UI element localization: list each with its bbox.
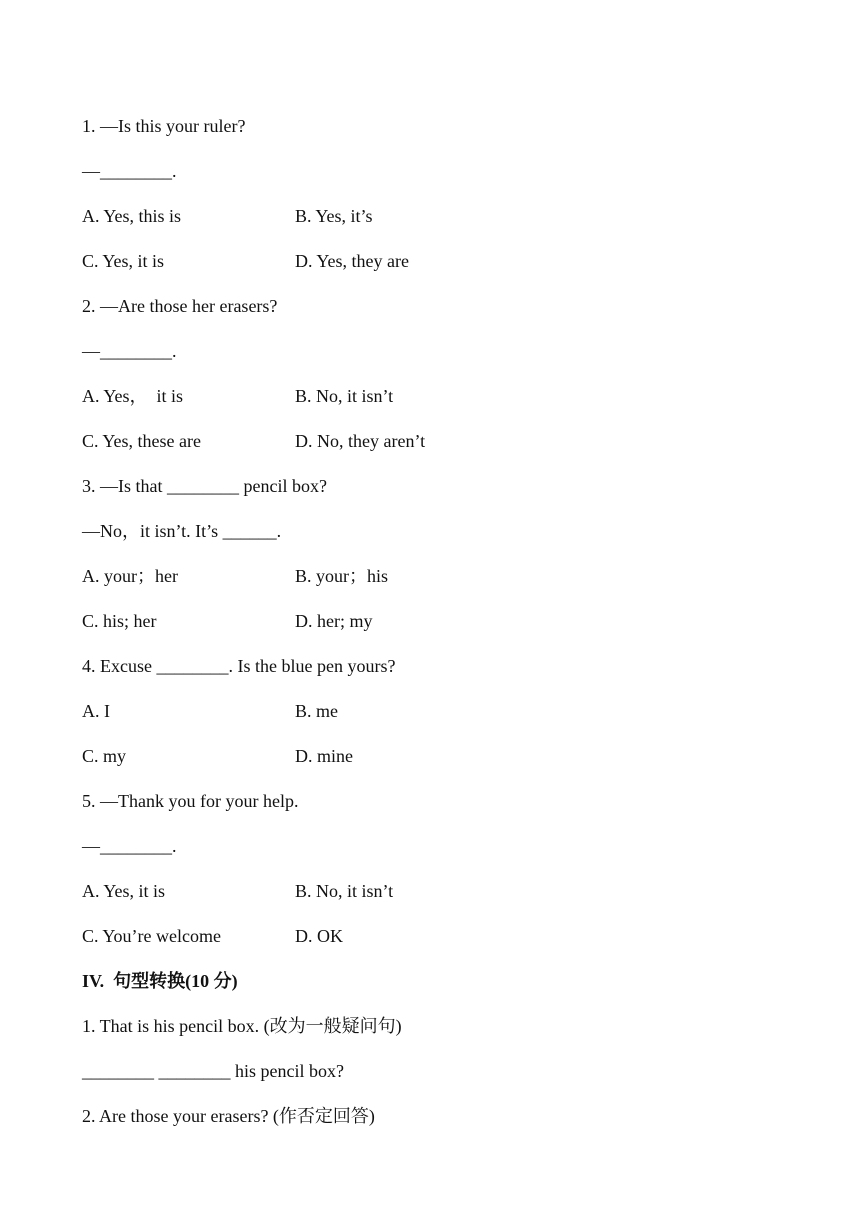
question-5-option-b: B. No, it isn’t [295, 881, 394, 901]
question-2-options-row-1 [82, 383, 782, 428]
question-2-option-c: C. Yes, these are [82, 431, 201, 451]
section-4-question-1: 1. That is his pencil box. (改为一般疑问句) [82, 1016, 402, 1036]
section-4-heading: IV. 句型转换(10 分) [82, 971, 238, 991]
question-1-answer-blank: —________. [82, 161, 177, 181]
question-3-stem: 3. —Is that ________ pencil box? [82, 476, 327, 496]
question-5-option-a: A. Yes, it is [82, 881, 166, 901]
question-3-option-c: C. his; her [82, 611, 157, 631]
question-2-options-row-2 [82, 428, 782, 473]
question-5-option-c: C. You’re welcome [82, 926, 221, 946]
question-3-option-d: D. her; my [295, 611, 373, 631]
question-4-option-c: C. my [82, 746, 127, 766]
question-4-options-row-2 [82, 743, 782, 788]
question-3-option-b: B. your；his [295, 566, 389, 586]
question-2-option-b: B. No, it isn’t [295, 386, 394, 406]
question-2-option-d: D. No, they aren’t [295, 431, 426, 451]
question-4-options-row-1 [82, 698, 782, 743]
question-1-stem: 1. —Is this your ruler? [82, 116, 246, 136]
question-3-answer-blank: —No，it isn’t. It’s ______. [82, 521, 282, 541]
question-5-options-row-1 [82, 878, 782, 923]
question-4-stem: 4. Excuse ________. Is the blue pen yours? [82, 656, 396, 676]
question-5-option-d: D. OK [295, 926, 343, 946]
question-2-stem: 2. —Are those her erasers? [82, 296, 278, 316]
question-4-option-b: B. me [295, 701, 338, 721]
question-3-option-a: A. your；her [82, 566, 178, 586]
worksheet-content [82, 113, 782, 1148]
question-5-stem: 5. —Thank you for your help. [82, 791, 299, 811]
question-3-options-row-2 [82, 608, 782, 653]
question-1-option-a: A. Yes, this is [82, 206, 182, 226]
section-4-question-2: 2. Are those your erasers? (作否定回答) [82, 1106, 375, 1126]
question-2-answer-blank: —________. [82, 341, 177, 361]
question-5-options-row-2 [82, 923, 782, 968]
question-2-option-a: A. Yes， it is [82, 386, 184, 406]
question-4-option-d: D. mine [295, 746, 353, 766]
question-5-answer-blank: —________. [82, 836, 177, 856]
question-1-option-c: C. Yes, it is [82, 251, 165, 271]
question-1-option-b: B. Yes, it’s [295, 206, 373, 226]
question-1-options-row-1 [82, 203, 782, 248]
question-1-options-row-2 [82, 248, 782, 293]
section-4-question-1-blank: ________ ________ his pencil box? [82, 1061, 344, 1081]
question-3-options-row-1 [82, 563, 782, 608]
question-4-option-a: A. I [82, 701, 110, 721]
question-1-option-d: D. Yes, they are [295, 251, 409, 271]
